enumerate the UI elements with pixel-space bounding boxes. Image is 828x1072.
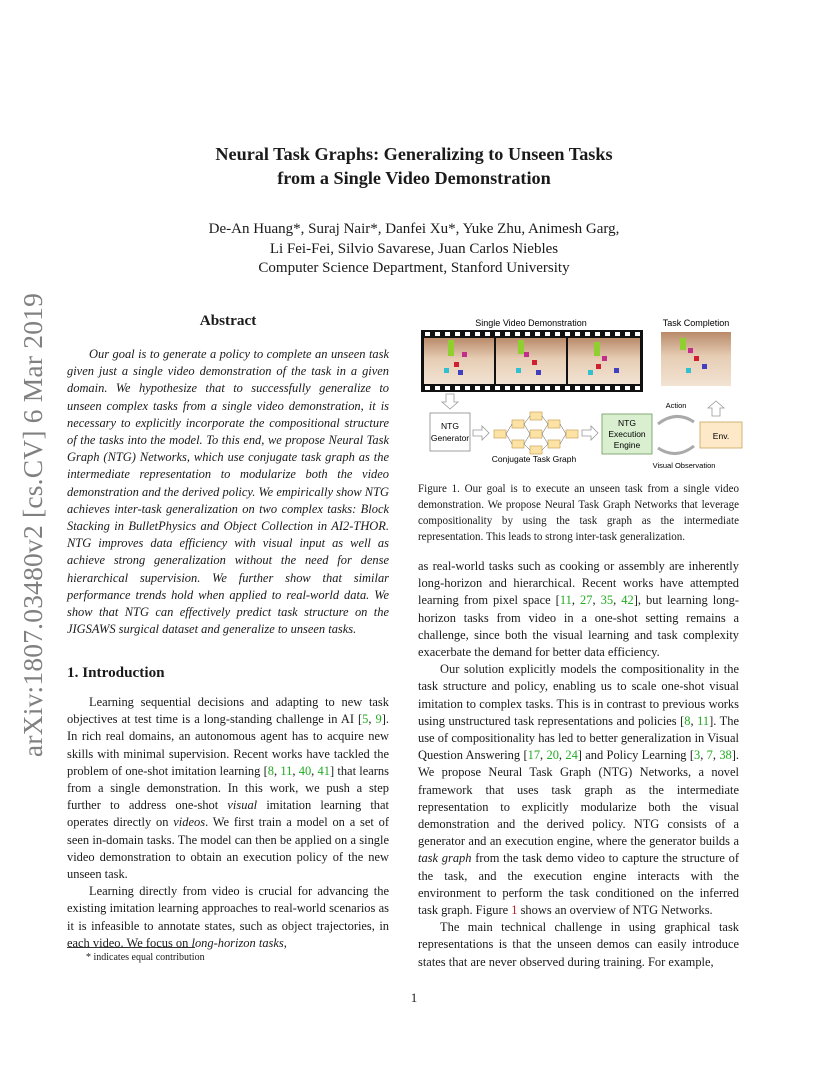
video-frame-2 — [496, 338, 566, 384]
citation-link[interactable]: 9 — [375, 712, 382, 727]
citation-link[interactable]: 3 — [694, 748, 701, 763]
paper-title — [100, 142, 728, 190]
right-paragraph-2: Our solution explicitly models the compositionality in the task structure and policy, enabling us to scale one-shot visual imitation to complex tasks. This is in contrast to previous works using unstructured task representations and policies [8, 11]. The use of compositionality has led to better generalization in Visual Question Answering [17, 20, 24] and Policy Learning [3, 7, 38]. We propose Neural Task Graph (NTG) Networks, a novel framework that uses task graph as the intermediate representation to explicitly modularize both the visual demonstration and the derived policy. NTG consists of a generator and an execution engine, where the generator builds a task graph from the task demo video to capture the structure of the task, and the execution engine interacts with the environment to perform the task conditioned on the inferred task graph. Figure 1 shows an overview of NTG Networks. — [418, 662, 740, 918]
citation-link[interactable]: 8 — [684, 713, 691, 728]
right-paragraph-3: The main technical challenge in using graphical task representations is that the unseen demos can easily introduce states that are never observed during training. For example, — [418, 920, 739, 969]
abstract-heading: Abstract — [199, 312, 257, 329]
emphasis: task graph — [418, 851, 472, 866]
observation-arrow-icon — [658, 446, 694, 454]
abstract-body — [67, 346, 389, 638]
label-task-completion: Task Completion — [662, 318, 730, 328]
footnote: * indicates equal contribution — [86, 952, 205, 963]
citation-link[interactable]: 11 — [697, 713, 710, 728]
film-strip — [421, 330, 643, 392]
paper-title-line-2: from a Single Video Demonstration — [277, 168, 551, 188]
intro-body — [67, 694, 389, 952]
intro-paragraph-2: Learning directly from video is crucial for advancing the existing imitation learning approaches to real-world scenarios as it is infeasible to annotate states, such as object trajectories, in each video. We focus on long-horizon tasks, — [67, 884, 389, 950]
visual-observation-label: Visual Observation — [652, 461, 716, 470]
page-number: 1 — [410, 990, 418, 1005]
citation-link[interactable]: 5 — [362, 712, 369, 727]
exec-label-3: Engine — [613, 440, 641, 450]
conjugate-task-graph-label: Conjugate Task Graph — [491, 454, 577, 464]
up-arrow-icon — [708, 401, 724, 416]
label-video-demo: Single Video Demonstration — [475, 318, 587, 328]
intro-heading: 1. Introduction — [67, 664, 165, 681]
emphasis: long-horizon tasks — [191, 935, 284, 950]
right-arrow-icon-2 — [582, 426, 598, 440]
emphasis: videos — [173, 815, 206, 830]
action-label: Action — [665, 401, 687, 410]
author-line-1: De-An Huang*, Suraj Nair*, Danfei Xu*, Yuke Zhu, Animesh Garg, — [208, 221, 620, 237]
citation-link[interactable]: 11 — [559, 593, 572, 608]
citation-link[interactable]: 11 — [280, 763, 293, 778]
author-block — [100, 220, 728, 279]
arxiv-sidebar — [15, 290, 51, 760]
citation-link[interactable]: 42 — [621, 593, 634, 608]
right-column-body — [418, 558, 739, 971]
right-arrow-icon — [473, 426, 489, 440]
abstract-text: Our goal is to generate a policy to complete an unseen task given just a single video demonstration of the task in a given domain. We hypothesize that to successfully generalize to unseen complex tasks from a single video demonstration, it is necessary to explicitly incorporate the compositional structure of the tasks into the model. To this end, we propose Neural Task Graph (NTG) Networks, which use conjugate task graph as the intermediate representation to modularize both the video demonstration and the derived policy. We empirically show NTG achieves inter-task generalization on two complex tasks: Block Stacking in BulletPhysics and Object Collection in AI2-THOR. NTG improves data efficiency with visual input as well as achieve strong generalization without the need for dense hierarchical supervision. We further show that similar performance trends hold when applied to real-world data. We show that NTG can effectively predict task structure on the JIGSAWS surgical dataset and generalize to unseen tasks. — [67, 347, 389, 637]
author-line-2: Li Fei-Fei, Silvio Savarese, Juan Carlos Niebles — [269, 240, 559, 257]
right-paragraph-1: as real-world tasks such as cooking or assembly are inherently long-horizon and hierarchical. Recent works have attempted learning from pixel space [11, 27, 35, 42], but learning long-horizon tasks from video in a one-shot setting remains a challenge, since both the visual learning and task complexity exacerbate the demand for better data efficiency. — [418, 559, 740, 660]
emphasis: visual — [227, 798, 258, 813]
citation-link[interactable]: 20 — [546, 748, 559, 763]
arxiv-identifier: arXiv:1807.03480v2 [cs.CV] 6 Mar 2019 — [17, 292, 48, 758]
citation-link[interactable]: 24 — [565, 748, 578, 763]
action-arrow-icon — [658, 416, 694, 424]
footnote-rule — [67, 947, 195, 948]
ntg-generator-label-2: Generator — [430, 433, 470, 443]
exec-label-1: NTG — [618, 418, 636, 428]
down-arrow-icon — [442, 394, 458, 409]
citation-link[interactable]: 27 — [580, 593, 593, 608]
citation-link[interactable]: 38 — [719, 748, 732, 763]
figure-1-caption: Figure 1. Our goal is to execute an unseen task from a single video demonstration. We propose Neural Task Graph Networks that leverage compositionality by using the task graph as the intermediate representation. This leads to strong inter-task generalization. — [418, 483, 739, 543]
paper-title-line-1: Neural Task Graphs: Generalizing to Unseen Tasks — [215, 144, 613, 164]
citation-link[interactable]: 35 — [600, 593, 614, 608]
figure-ref-link[interactable]: 1 — [511, 903, 518, 918]
intro-paragraph-1: Learning sequential decisions and adapting to new task objectives at test time is a long-standing challenge in AI [5, 9]. In rich real domains, an autonomous agent has to acquire new skills with minimal supervision. Recent works have tackled the problem of one-shot imitation learning [8, 11, 40, 41] that learns from a single demonstration. In this work, we push a step further to address one-shot visual imitation learning that operates directly on videos. We first train a model on a set of seen in-domain tasks. The model can then be applied on a single video demonstration to obtain an execution policy of the new unseen task. — [67, 695, 389, 882]
ntg-generator-box — [430, 413, 470, 451]
affiliation: Computer Science Department, Stanford University — [258, 260, 570, 276]
video-frame-1 — [424, 338, 494, 384]
figure-1 — [418, 312, 748, 482]
citation-link[interactable]: 40 — [298, 763, 312, 778]
citation-link[interactable]: 7 — [706, 748, 713, 763]
exec-label-2: Execution — [608, 429, 646, 439]
citation-link[interactable]: 41 — [317, 763, 330, 778]
ntg-generator-label-1: NTG — [441, 421, 459, 431]
citation-link[interactable]: 8 — [267, 763, 274, 778]
env-label: Env. — [712, 431, 730, 441]
citation-link[interactable]: 17 — [527, 748, 541, 763]
